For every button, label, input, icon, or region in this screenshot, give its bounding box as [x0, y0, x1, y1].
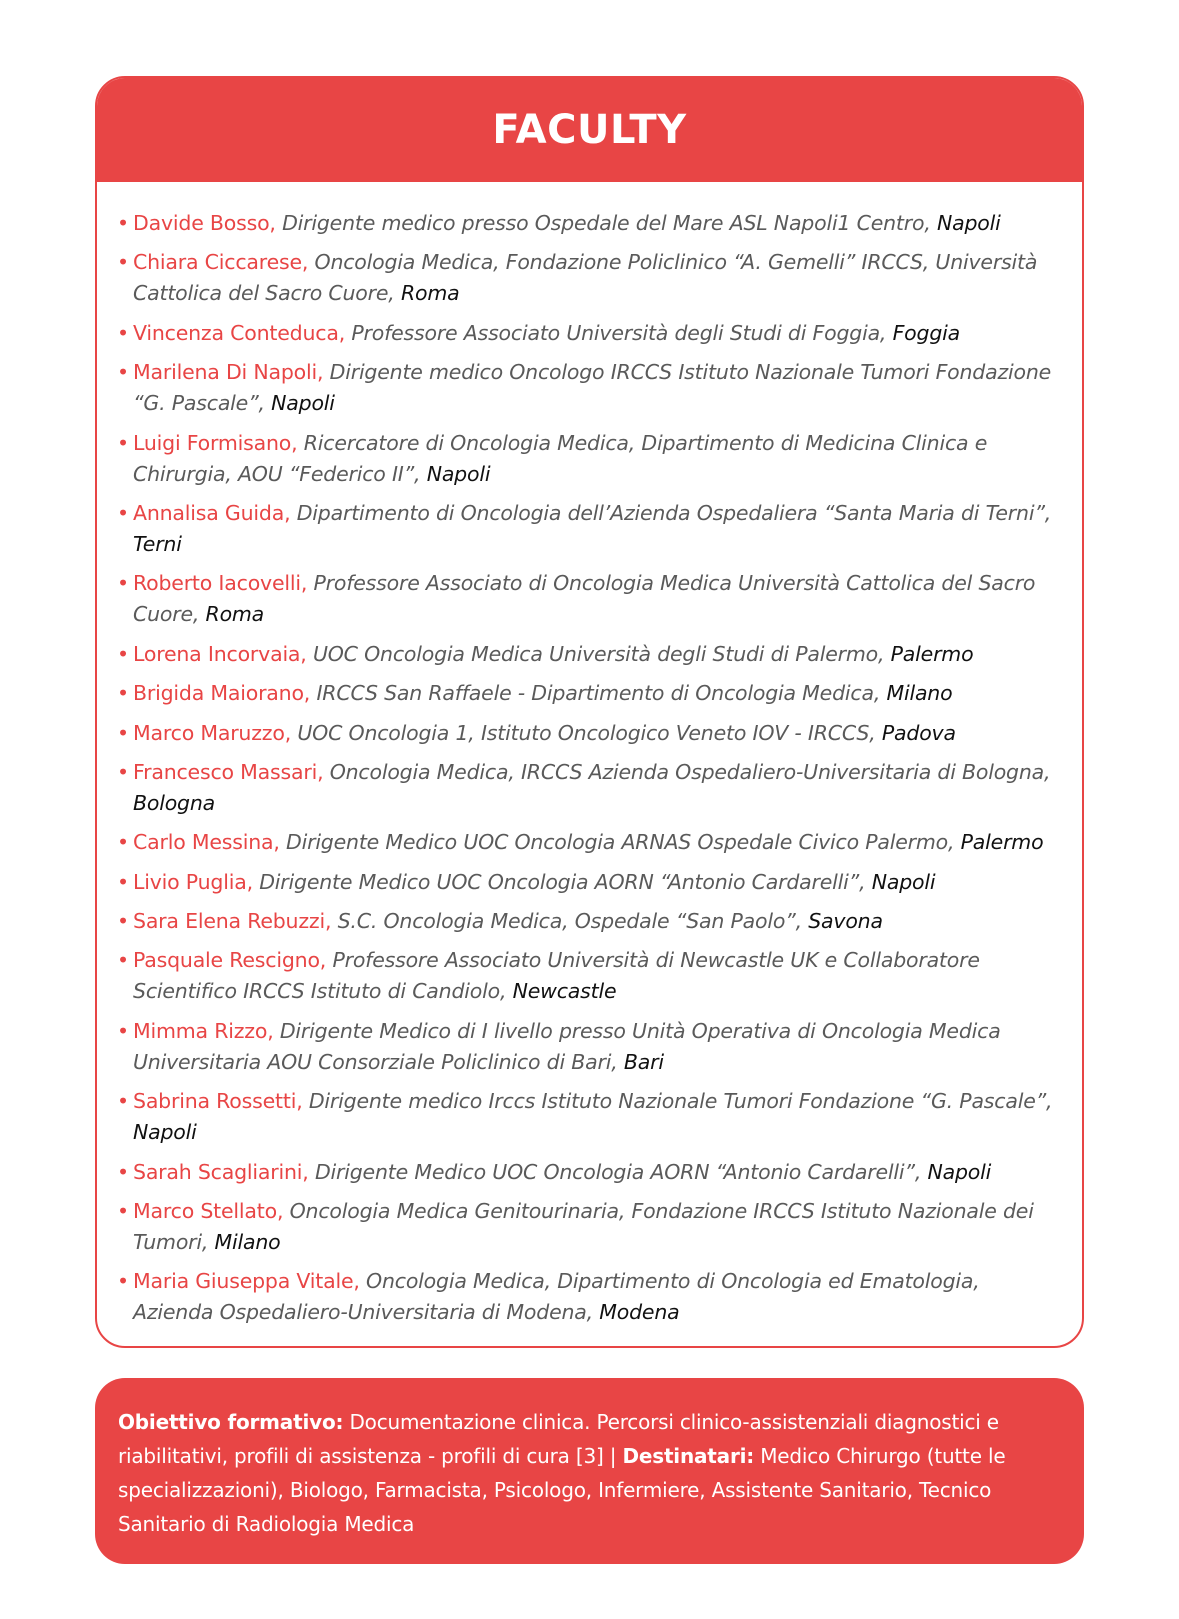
member-name: Sarah Scagliarini,: [133, 1159, 309, 1184]
member-affiliation: Dirigente medico presso Ospedale del Mare ASL Napoli1 Centro,: [275, 211, 937, 235]
member-affiliation: Professore Associato Università degli Studi di Foggia,: [345, 320, 893, 345]
list-item: [117, 1086, 1064, 1148]
list-item: [117, 906, 1064, 937]
member-name: Pasquale Rescigno,: [133, 948, 327, 973]
member-name: Livio Puglia,: [133, 869, 253, 894]
member-name: Luigi Formisano,: [133, 430, 298, 455]
list-item: [117, 678, 1064, 709]
member-affiliation: Dirigente medico Oncologo IRCCS Istituto Nazionale Tumori Fondazione “G. Pascale”,: [133, 360, 1052, 416]
list-item: [117, 1196, 1064, 1258]
member-city: Napoli: [271, 391, 335, 416]
member-city: Napoli: [871, 869, 936, 894]
member-city: Napoli: [936, 211, 1001, 235]
list-item: [117, 247, 1064, 309]
faculty-section: [95, 76, 1084, 1348]
member-city: Modena: [599, 1300, 680, 1325]
member-affiliation: S.C. Oncologia Medica, Ospedale “San Paolo”,: [331, 909, 809, 934]
member-affiliation: Professore Associato Università di Newcastle UK e Collaboratore Scientifico IRCCS Istituto di Candiolo,: [133, 948, 980, 1004]
objective-text: Documentazione clinica. Percorsi clinico-assistenziali diagnostici e riabilitativi, profili di assistenza - profili di cura [3] |: [118, 1410, 999, 1468]
faculty-header: [97, 78, 1082, 182]
list-item: [117, 568, 1064, 630]
member-city: Milano: [214, 1230, 281, 1255]
member-affiliation: Ricercatore di Oncologia Medica, Dipartimento di Medicina Clinica e Chirurgia, AOU “Federico II”,: [133, 430, 988, 486]
member-affiliation: Dirigente Medico di I livello presso Unità Operativa di Oncologia Medica Universitaria AOU Consorziale Policlinico di Bari,: [133, 1018, 1001, 1074]
list-item: [117, 1016, 1064, 1078]
member-city: Newcastle: [512, 979, 617, 1004]
list-item: [117, 757, 1064, 819]
list-item: [117, 498, 1064, 560]
member-name: Davide Bosso,: [133, 211, 276, 235]
member-affiliation: Oncologia Medica, IRCCS Azienda Ospedaliero-Universitaria di Bologna,: [323, 759, 1051, 784]
member-city: Savona: [808, 909, 883, 934]
member-affiliation: Dirigente medico Irccs Istituto Nazionale Tumori Fondazione “G. Pascale”,: [302, 1089, 1053, 1114]
member-city: Padova: [881, 720, 956, 745]
list-item: [117, 428, 1064, 490]
faculty-title: FACULTY: [492, 107, 687, 153]
member-city: Roma: [205, 602, 265, 627]
faculty-list: [97, 182, 1082, 1328]
member-affiliation: Oncologia Medica, Fondazione Policlinico “A. Gemelli” IRCCS, Università Cattolica del Sacro Cuore,: [133, 250, 1038, 306]
member-affiliation: Dirigente Medico UOC Oncologia AORN “Antonio Cardarelli”,: [252, 869, 872, 894]
member-city: Foggia: [892, 320, 960, 345]
member-affiliation: UOC Oncologia 1, Istituto Oncologico Veneto IOV - IRCCS,: [291, 720, 882, 745]
member-name: Chiara Ciccarese,: [133, 250, 309, 275]
member-name: Marilena Di Napoli,: [133, 360, 324, 385]
member-affiliation: Dipartimento di Oncologia dell’Azienda Ospedaliera “Santa Maria di Terni”,: [290, 500, 1052, 525]
list-item: [117, 867, 1064, 898]
member-city: Bari: [623, 1049, 664, 1074]
member-name: Sara Elena Rebuzzi,: [133, 909, 332, 934]
member-name: Maria Giuseppa Vitale,: [133, 1269, 360, 1294]
list-item: [117, 639, 1064, 670]
member-affiliation: UOC Oncologia Medica Università degli Studi di Palermo,: [306, 641, 891, 666]
member-affiliation: Oncologia Medica Genitourinaria, Fondazione IRCCS Istituto Nazionale dei Tumori,: [133, 1199, 1034, 1255]
target-label: Destinatari:: [622, 1444, 755, 1468]
list-item: [117, 318, 1064, 349]
member-city: Roma: [400, 281, 460, 306]
list-item: [117, 1157, 1064, 1188]
list-item: [117, 945, 1064, 1007]
member-name: Francesco Massari,: [133, 759, 324, 784]
member-affiliation: Oncologia Medica, Dipartimento di Oncologia ed Ematologia, Azienda Ospedaliero-Universitaria di Modena,: [133, 1269, 980, 1325]
member-name: Sabrina Rossetti,: [133, 1089, 303, 1114]
member-name: Lorena Incorvaia,: [133, 641, 307, 666]
member-affiliation: Dirigente Medico UOC Oncologia ARNAS Ospedale Civico Palermo,: [279, 830, 961, 855]
info-box: [95, 1378, 1084, 1564]
list-item: [117, 827, 1064, 858]
list-item: [117, 1266, 1064, 1328]
member-name: Annalisa Guida,: [133, 500, 291, 525]
member-name: Vincenza Conteduca,: [133, 320, 346, 345]
member-name: Marco Maruzzo,: [133, 720, 292, 745]
member-affiliation: Dirigente Medico UOC Oncologia AORN “Antonio Cardarelli”,: [308, 1159, 928, 1184]
objective-label: Obiettivo formativo:: [118, 1410, 344, 1434]
list-item: [117, 208, 1064, 239]
target-text: Medico Chirurgo (tutte le specializzazioni), Biologo, Farmacista, Psicologo, Infermiere, Assistente Sanitario, Tecnico Sanitario di Radiologia Medica: [118, 1444, 1006, 1536]
member-affiliation: IRCCS San Raffaele - Dipartimento di Oncologia Medica,: [310, 681, 887, 706]
member-name: Brigida Maiorano,: [133, 681, 311, 706]
member-city: Palermo: [890, 641, 974, 666]
member-name: Roberto Iacovelli,: [133, 571, 308, 596]
member-city: Palermo: [960, 830, 1044, 855]
member-affiliation: Professore Associato di Oncologia Medica Università Cattolica del Sacro Cuore,: [133, 571, 1036, 627]
member-city: Napoli: [927, 1159, 992, 1184]
member-city: Bologna: [133, 790, 216, 815]
member-city: Napoli: [133, 1120, 197, 1145]
member-name: Mimma Rizzo,: [133, 1018, 274, 1043]
member-name: Marco Stellato,: [133, 1199, 284, 1224]
list-item: [117, 357, 1064, 419]
member-city: Napoli: [426, 461, 491, 486]
list-item: [117, 718, 1064, 749]
member-city: Terni: [133, 531, 182, 556]
member-name: Carlo Messina,: [133, 830, 280, 855]
member-city: Milano: [886, 681, 953, 706]
